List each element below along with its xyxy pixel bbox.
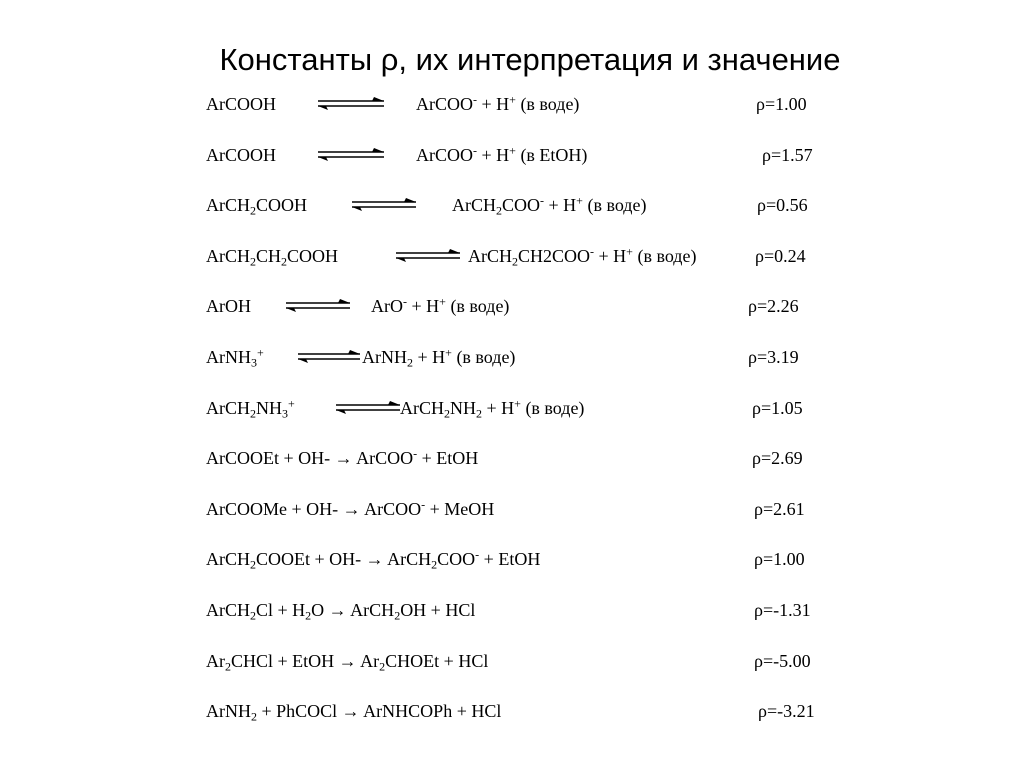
formula-text: + EtOH <box>417 448 479 468</box>
equation-row <box>0 295 1024 325</box>
formula-text: ArCH <box>206 600 250 620</box>
formula-text: ArNH <box>206 701 251 721</box>
equilibrium-arrow-icon <box>394 248 462 264</box>
reaction-equation <box>206 650 488 672</box>
formula-text: ArCH <box>452 195 496 215</box>
formula-text: ArCOOEt + OH- → ArCOO <box>206 448 414 468</box>
products <box>362 346 515 368</box>
equation-row <box>0 144 1024 174</box>
reactant <box>206 245 338 267</box>
formula-text: ArCH <box>400 398 444 418</box>
formula-text: ArCOO <box>416 145 473 165</box>
formula-text: ArO <box>371 296 403 316</box>
equation-row <box>0 650 1024 680</box>
count-subscript: 2 <box>512 254 518 269</box>
rho-value: ρ=1.00 <box>756 94 807 114</box>
count-subscript: 2 <box>407 355 413 370</box>
rho-value: ρ=-3.21 <box>758 701 815 721</box>
formula-text: + H <box>407 296 440 316</box>
formula-text: ArCH <box>206 246 250 266</box>
count-subscript: 2 <box>305 608 312 623</box>
charge-superscript: - <box>590 244 595 259</box>
formula-text: COO <box>502 195 541 215</box>
count-subscript: 2 <box>250 203 256 218</box>
formula-text: OH + HCl <box>400 600 476 620</box>
charge-superscript: - <box>473 143 477 158</box>
charge-superscript: + <box>509 92 516 107</box>
equilibrium-arrow-icon <box>334 400 402 416</box>
rho-value: ρ=1.05 <box>752 398 803 418</box>
equation-row <box>0 194 1024 224</box>
formula-text: ArCH <box>206 549 250 569</box>
formula-text: (в воде) <box>451 347 516 367</box>
count-subscript: 2 <box>251 709 257 724</box>
charge-superscript: + <box>257 345 264 360</box>
charge-superscript: + <box>445 345 452 360</box>
count-subscript: 2 <box>250 608 256 623</box>
rho-value: ρ=1.57 <box>762 145 813 165</box>
reactant <box>206 144 276 166</box>
formula-text: + H <box>477 145 510 165</box>
count-subscript: 3 <box>251 355 257 370</box>
formula-text: CHOEt + HCl <box>385 651 489 671</box>
rho-value: ρ=2.61 <box>754 499 805 519</box>
equilibrium-arrow-icon <box>316 96 386 112</box>
slide-title <box>0 42 1024 78</box>
reactant <box>206 295 251 317</box>
count-subscript: 2 <box>250 254 256 269</box>
charge-superscript: + <box>509 143 516 158</box>
charge-superscript: + <box>439 294 446 309</box>
formula-text: O → ArCH <box>311 600 395 620</box>
formula-text: + H <box>482 398 515 418</box>
rho-value: ρ=3.19 <box>748 347 799 367</box>
reactant <box>206 93 276 115</box>
formula-text: ArCH <box>206 195 250 215</box>
count-subscript: 2 <box>431 557 438 572</box>
charge-superscript: + <box>576 193 583 208</box>
formula-text: NH <box>450 398 476 418</box>
rho-symbol: ρ <box>380 42 399 77</box>
products <box>416 144 587 166</box>
formula-text: + H <box>477 94 510 114</box>
formula-text: NH <box>256 398 282 418</box>
formula-text: COOEt + OH- → ArCH <box>256 549 432 569</box>
count-subscript: 2 <box>250 557 256 572</box>
charge-superscript: - <box>475 547 480 562</box>
count-subscript: 2 <box>281 254 288 269</box>
formula-text: ArOH <box>206 296 251 316</box>
count-subscript: 2 <box>394 608 401 623</box>
equilibrium-arrow-icon <box>316 147 386 163</box>
rho-value: ρ=2.69 <box>752 448 803 468</box>
charge-superscript: + <box>626 244 633 259</box>
formula-text: COO <box>437 549 476 569</box>
formula-text: CHCl + EtOH → Ar <box>231 651 380 671</box>
formula-text: (в воде) <box>515 94 580 114</box>
formula-text: CH <box>256 246 282 266</box>
equation-row <box>0 397 1024 427</box>
products <box>452 194 646 216</box>
rho-value: ρ=2.26 <box>748 296 799 316</box>
reaction-equation <box>206 447 478 469</box>
formula-text: (в воде) <box>520 398 585 418</box>
equation-row <box>0 93 1024 123</box>
reaction-equation <box>206 548 540 570</box>
equilibrium-arrow-icon <box>284 298 352 314</box>
formula-text: (в воде) <box>632 246 697 266</box>
equation-row <box>0 346 1024 376</box>
formula-text: Cl + H <box>256 600 306 620</box>
title-prefix: Константы <box>219 42 381 77</box>
formula-text: ArCOOH <box>206 94 276 114</box>
rho-value: ρ=0.56 <box>757 195 808 215</box>
title-suffix: , их интерпретация и значение <box>398 42 841 77</box>
count-subscript: 2 <box>496 203 502 218</box>
formula-text: (в воде) <box>582 195 647 215</box>
formula-text: ArCH <box>468 246 512 266</box>
rho-value: ρ=0.24 <box>755 246 806 266</box>
count-subscript: 2 <box>444 406 450 421</box>
products <box>468 245 696 267</box>
formula-text: + H <box>544 195 577 215</box>
formula-text: + EtOH <box>479 549 541 569</box>
charge-superscript: + <box>514 396 521 411</box>
charge-superscript: - <box>473 92 477 107</box>
formula-text: CH2COO <box>518 246 591 266</box>
formula-text: Ar <box>206 651 225 671</box>
formula-text: COOH <box>256 195 308 215</box>
formula-text: + PhCOCl → ArNHCOPh + HCl <box>257 701 502 721</box>
formula-text: (в воде) <box>445 296 510 316</box>
formula-text: ArCOOH <box>206 145 276 165</box>
equation-row <box>0 700 1024 730</box>
equation-row <box>0 599 1024 629</box>
reaction-equation <box>206 700 501 722</box>
count-subscript: 2 <box>476 406 482 421</box>
equation-row <box>0 498 1024 528</box>
equilibrium-arrow-icon <box>296 349 362 365</box>
formula-text: ArCOOMe + OH- → ArCOO <box>206 499 422 519</box>
formula-text: ArNH <box>206 347 251 367</box>
reaction-equation <box>206 498 494 520</box>
reactant <box>206 397 295 419</box>
rho-value: ρ=-5.00 <box>754 651 811 671</box>
equation-row <box>0 548 1024 578</box>
equation-row <box>0 245 1024 275</box>
count-subscript: 2 <box>379 659 386 674</box>
reaction-equation <box>206 599 475 621</box>
equation-row <box>0 447 1024 477</box>
charge-superscript: - <box>421 497 426 512</box>
products <box>416 93 579 115</box>
formula-text: + MeOH <box>425 499 495 519</box>
charge-superscript: - <box>403 294 407 309</box>
products <box>400 397 584 419</box>
equilibrium-arrow-icon <box>350 197 418 213</box>
charge-superscript: + <box>288 396 295 411</box>
count-subscript: 2 <box>225 659 231 674</box>
reactant <box>206 194 307 216</box>
reactant <box>206 346 264 368</box>
formula-text: + H <box>413 347 446 367</box>
rho-value: ρ=-1.31 <box>754 600 811 620</box>
count-subscript: 3 <box>282 406 288 421</box>
charge-superscript: - <box>413 446 418 461</box>
formula-text: COOH <box>287 246 339 266</box>
formula-text: ArNH <box>362 347 407 367</box>
charge-superscript: - <box>540 193 545 208</box>
count-subscript: 2 <box>250 406 256 421</box>
formula-text: ArCOO <box>416 94 473 114</box>
formula-text: (в EtOH) <box>515 145 588 165</box>
products <box>371 295 509 317</box>
rho-value: ρ=1.00 <box>754 549 805 569</box>
formula-text: + H <box>594 246 627 266</box>
formula-text: ArCH <box>206 398 250 418</box>
